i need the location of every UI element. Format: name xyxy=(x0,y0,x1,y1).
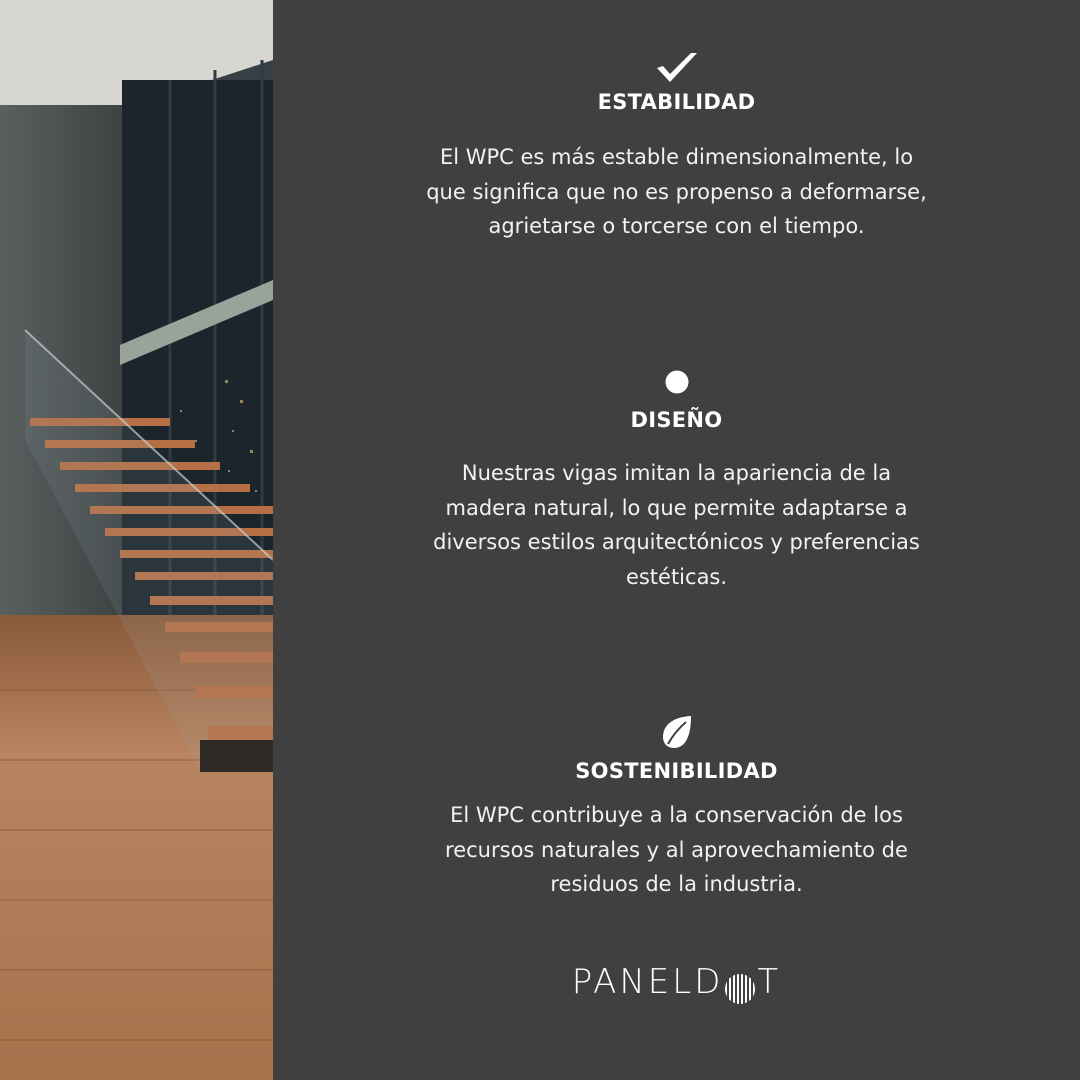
brand-name-prefix: PANELD xyxy=(571,962,724,1002)
checkmark-icon xyxy=(655,50,699,86)
section-body: Nuestras vigas imitan la apariencia de la madera natural, lo que permite adaptarse a diversos estilos arquitectónicos y preferencias estéticas. xyxy=(433,461,920,589)
brand-logo xyxy=(273,962,1080,1006)
leaf-icon xyxy=(661,715,693,749)
section-body: El WPC es más estable dimensionalmente, lo que significa que no es propenso a deformarse, agrietarse o torcerse con el tiempo. xyxy=(426,145,927,238)
section-body: El WPC contribuye a la conservación de los recursos naturales y al aprovechamiento de residuos de la industria. xyxy=(445,803,908,896)
design-section xyxy=(273,370,1080,594)
striped-circle-o-icon xyxy=(723,972,757,1006)
sustainability-section xyxy=(273,715,1080,902)
staircase-photo xyxy=(0,0,273,1080)
content-panel xyxy=(273,0,1080,1080)
section-title: DISEÑO xyxy=(630,408,723,432)
circle-dot-icon xyxy=(665,370,689,394)
stability-section xyxy=(273,50,1080,244)
section-title: SOSTENIBILIDAD xyxy=(575,759,778,783)
section-title: ESTABILIDAD xyxy=(597,90,756,114)
brand-name-suffix: T xyxy=(757,962,782,1002)
